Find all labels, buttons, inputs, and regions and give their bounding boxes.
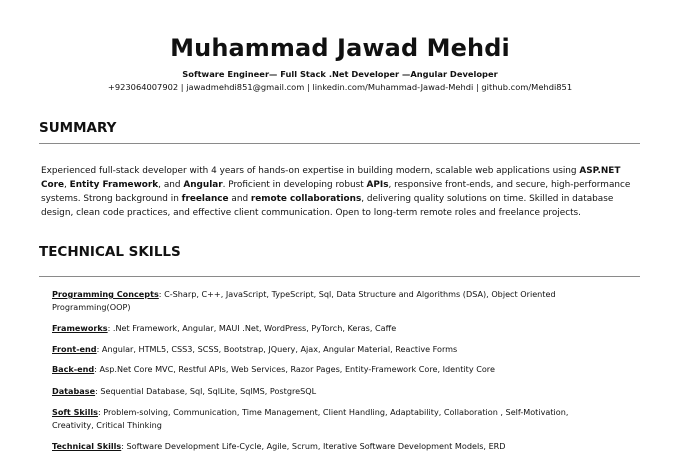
summary-text-run: , and [158,180,184,190]
skill-label: Technical Skills [52,441,122,451]
skill-value: : Angular, HTML5, CSS3, SCSS, Bootstrap, JQuery, Ajax, Angular Material, Reactive Forms [96,344,458,354]
skill-frameworks [52,322,396,335]
skill-value: : Sequential Database, Sql, SqlLite, SqlMS, PostgreSQL [95,386,317,396]
summary-divider [39,143,640,144]
summary-heading: SUMMARY [39,120,117,136]
skill-label: Back-end [52,364,95,374]
summary-highlight: Angular [183,180,223,190]
summary-text-run: Experienced full-stack developer with 4 years of hands-on expertise in building modern, scalable web applications using [41,166,580,176]
skill-label: Soft Skills [52,407,98,417]
skill-value: : Problem-solving, Communication, Time Management, Client Handling, Adaptability, Collaboration , Self-Motivation, Creativity, Critical Thinking [52,407,569,430]
skill-value: : Asp.Net Core MVC, Restful APIs, Web Services, Razor Pages, Entity-Framework Core, Identity Core [94,364,495,374]
skill-value: : Software Development Life-Cycle, Agile, Scrum, Iterative Software Development Models, ERD [121,441,506,451]
summary-highlight: freelance [181,194,229,204]
summary-highlight: Entity Framework [69,180,159,190]
skill-label: Programming Concepts [52,289,159,299]
skill-label: Frameworks [52,323,108,333]
summary-highlight: ASP.NET Core [41,166,621,190]
summary-text-run: . Proficient in developing robust [222,180,367,190]
summary-highlight: remote collaborations [250,194,362,204]
skill-database [52,385,316,398]
skill-programming-concepts [52,288,572,313]
summary-text-run: and [228,194,251,204]
skill-back-end [52,363,495,376]
job-title: Software Engineer— Full Stack .Net Developer —Angular Developer [182,69,498,79]
summary-paragraph [41,164,643,220]
skill-technical-skills [52,440,506,453]
skill-value: : .Net Framework, Angular, MAUI .Net, WordPress, PyTorch, Keras, Caffe [107,323,397,333]
summary-text-run: , delivering quality solutions on time. Skilled in database design, clean code practices, and effective client communication. Open to long-term remote roles and freelance projects. [41,194,614,218]
summary-highlight: APIs [366,180,389,190]
skill-soft-skills [52,406,572,431]
skills-heading: TECHNICAL SKILLS [39,244,181,260]
summary-text-run: , [64,180,70,190]
skill-label: Front-end [52,344,97,354]
candidate-name: Muhammad Jawad Mehdi [170,34,510,62]
skills-divider [39,276,640,277]
skill-label: Database [52,386,96,396]
skill-front-end [52,343,457,356]
skill-value: : C-Sharp, C++, JavaScript, TypeScript, Sql, Data Structure and Algorithms (DSA), Object Oriented Programming(OOP) [52,289,556,312]
summary-text-run: , responsive front-ends, and secure, high-performance systems. Strong background in [41,180,631,204]
contact-info: +923064007902 | jawadmehdi851@gmail.com | linkedin.com/Muhammad-Jawad-Mehdi | github.com/Mehdi851 [107,82,573,92]
